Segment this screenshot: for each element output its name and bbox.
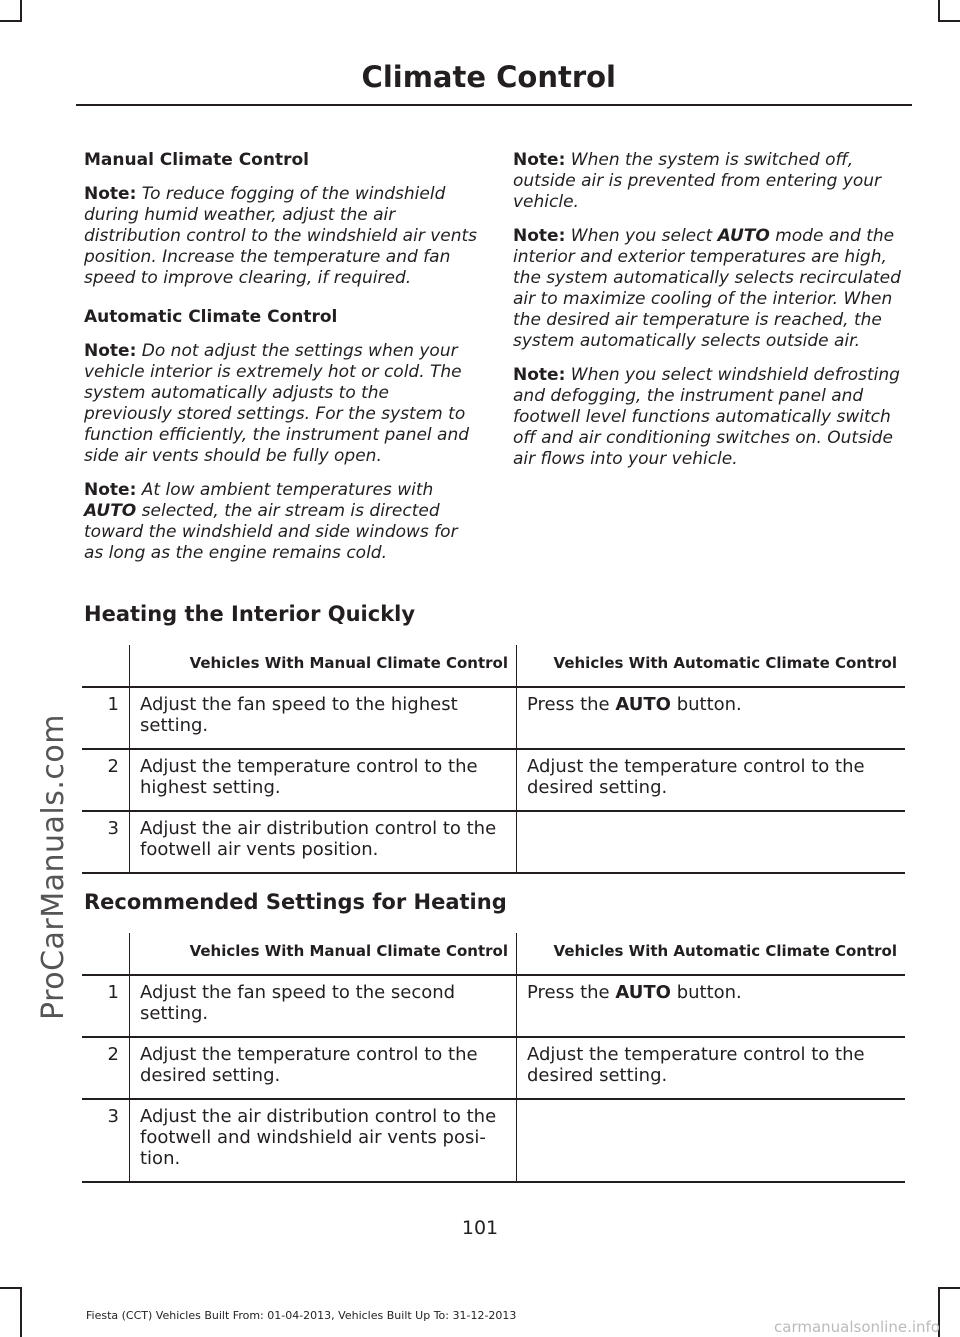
note-label: Note: bbox=[84, 341, 137, 361]
manual-step: Adjust the temperature control to the highest setting. bbox=[130, 749, 517, 811]
table-header-num bbox=[82, 645, 130, 687]
auto-keyword: AUTO bbox=[615, 982, 671, 1003]
manual-step: Adjust the fan speed to the highest setting. bbox=[130, 687, 517, 749]
note-fogging bbox=[84, 184, 479, 289]
section-title-heating-quickly: Heating the Interior Quickly bbox=[84, 602, 416, 626]
auto-step-text: Press the bbox=[527, 982, 610, 1003]
table-row bbox=[82, 687, 905, 749]
note-text: mode and the interior and exterior temperatures are high, the system automatically selects recirculated air to maximize cooling of the interior. When the desired air temperature is reached, the system automatically selects outside air. bbox=[513, 226, 901, 351]
auto-step bbox=[517, 687, 906, 749]
note-label: Note: bbox=[84, 184, 137, 204]
page-title: Climate Control bbox=[361, 60, 616, 94]
table-header-num bbox=[82, 933, 130, 975]
auto-step-text: button. bbox=[676, 982, 742, 1003]
note-text: At low ambient temperatures with bbox=[141, 480, 434, 500]
crop-mark bbox=[20, 1287, 22, 1337]
crop-mark bbox=[20, 0, 22, 22]
table-row bbox=[82, 811, 905, 873]
note-text: When you select bbox=[570, 226, 713, 246]
crop-mark bbox=[0, 1287, 22, 1289]
auto-step: Adjust the temperature control to the desired setting. bbox=[517, 1037, 906, 1099]
step-number: 1 bbox=[82, 687, 130, 749]
crop-mark bbox=[938, 1287, 960, 1289]
auto-step-text: Press the bbox=[527, 694, 610, 715]
auto-keyword: AUTO bbox=[717, 226, 770, 246]
manual-step: Adjust the fan speed to the second setting. bbox=[130, 975, 517, 1037]
step-number: 3 bbox=[82, 1099, 130, 1182]
table-row bbox=[82, 1099, 905, 1182]
note-switched-off bbox=[513, 150, 908, 213]
side-brand: ProCarManuals.com bbox=[36, 713, 71, 1020]
header-rule bbox=[76, 104, 912, 106]
note-label: Note: bbox=[84, 480, 137, 500]
note-settings bbox=[84, 341, 479, 467]
heating-quickly-table bbox=[82, 645, 905, 874]
heading-manual-climate: Manual Climate Control bbox=[84, 150, 309, 170]
auto-step bbox=[517, 975, 906, 1037]
watermark: carmanualsonline.info bbox=[774, 1318, 940, 1336]
step-number: 3 bbox=[82, 811, 130, 873]
page-number: 101 bbox=[461, 1217, 499, 1239]
step-number: 1 bbox=[82, 975, 130, 1037]
auto-step bbox=[517, 1099, 906, 1182]
note-text: Do not adjust the settings when your vehicle interior is extremely hot or cold. The system automatically adjusts to the previously stored settings. For the system to function efficiently, the instrument panel and side air vents should be fully open. bbox=[84, 341, 470, 466]
crop-mark bbox=[0, 20, 22, 22]
note-label: Note: bbox=[513, 365, 566, 385]
auto-keyword: AUTO bbox=[84, 501, 137, 521]
table-row bbox=[82, 749, 905, 811]
table-header-manual: Vehicles With Manual Climate Control bbox=[130, 933, 517, 975]
table-row bbox=[82, 975, 905, 1037]
note-low-temp bbox=[84, 480, 479, 564]
right-column bbox=[513, 150, 908, 483]
auto-step-text: button. bbox=[676, 694, 742, 715]
crop-mark bbox=[938, 0, 940, 22]
step-number: 2 bbox=[82, 749, 130, 811]
manual-step: Adjust the air distribution control to the footwell air vents position. bbox=[130, 811, 517, 873]
note-label: Note: bbox=[513, 226, 566, 246]
step-number: 2 bbox=[82, 1037, 130, 1099]
note-label: Note: bbox=[513, 150, 566, 170]
note-auto-mode bbox=[513, 226, 908, 352]
auto-step: Adjust the temperature control to the desired setting. bbox=[517, 749, 906, 811]
note-text: When the system is switched off, outside air is prevented from entering your vehicle. bbox=[513, 150, 882, 212]
manual-step: Adjust the temperature control to the desired setting. bbox=[130, 1037, 517, 1099]
auto-keyword: AUTO bbox=[615, 694, 671, 715]
note-text: selected, the air stream is directed toward the windshield and side windows for as long as the engine remains cold. bbox=[84, 501, 458, 563]
table-row bbox=[82, 1037, 905, 1099]
left-column bbox=[84, 150, 479, 577]
table-header-row bbox=[82, 645, 905, 687]
table-header-manual: Vehicles With Manual Climate Control bbox=[130, 645, 517, 687]
manual-step: Adjust the air distribution control to the footwell and windshield air vents posi-tion. bbox=[130, 1099, 517, 1182]
crop-mark bbox=[938, 20, 960, 22]
table-header-auto: Vehicles With Automatic Climate Control bbox=[517, 645, 906, 687]
note-text: To reduce fogging of the windshield during humid weather, adjust the air distribution control to the windshield air vents position. Increase the temperature and fan speed to improve clearing, if required. bbox=[84, 184, 478, 288]
heading-automatic-climate: Automatic Climate Control bbox=[84, 307, 338, 327]
table-header-auto: Vehicles With Automatic Climate Control bbox=[517, 933, 906, 975]
auto-step bbox=[517, 811, 906, 873]
table-header-row bbox=[82, 933, 905, 975]
section-title-recommended-heating: Recommended Settings for Heating bbox=[84, 890, 507, 914]
footer-text: Fiesta (CCT) Vehicles Built From: 01-04-2013, Vehicles Built Up To: 31-12-2013 bbox=[86, 1309, 517, 1322]
recommended-heating-table bbox=[82, 933, 905, 1183]
note-text: When you select windshield defrosting and defogging, the instrument panel and footwell level functions automatically switch off and air conditioning switches on. Outside air flows into your vehicle. bbox=[513, 365, 900, 469]
note-defrost bbox=[513, 365, 908, 470]
